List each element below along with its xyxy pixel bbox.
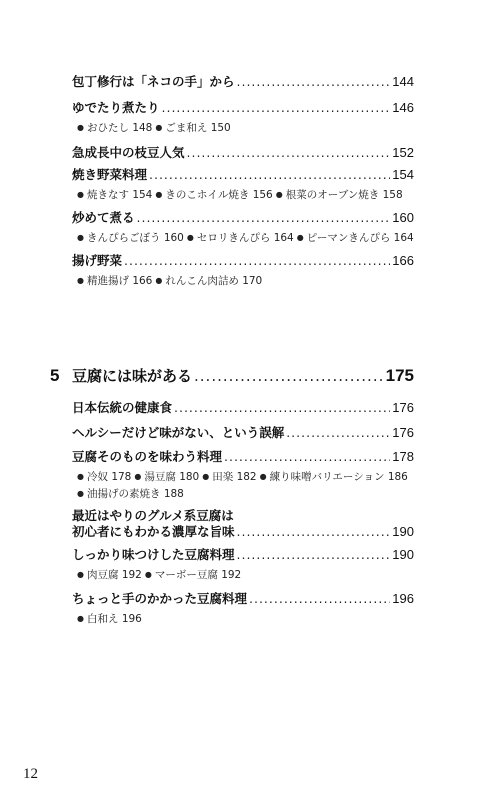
sub-entry: れんこん肉詰め 170 bbox=[165, 275, 263, 287]
sub-entry: 精進揚げ 166 bbox=[86, 275, 153, 287]
dot-leader bbox=[224, 449, 390, 465]
entry-page: 190 bbox=[392, 547, 414, 562]
bullet-icon: ● bbox=[77, 233, 84, 242]
bullet-icon: ● bbox=[296, 233, 304, 242]
bullet-icon: ● bbox=[259, 472, 267, 481]
chapter-number: 5 bbox=[50, 366, 60, 385]
bullet-icon: ● bbox=[155, 123, 163, 132]
entry-title: しっかり味つけした豆腐料理 bbox=[72, 547, 235, 562]
sub-entry: 練り味噌バリエーション 186 bbox=[269, 471, 408, 483]
bullet-icon: ● bbox=[77, 472, 84, 481]
bullet-icon: ● bbox=[134, 472, 142, 481]
sub-entries bbox=[77, 567, 414, 584]
sub-entry: 肉豆腐 192 bbox=[86, 569, 142, 581]
entry-title: ヘルシーだけど味がない、という誤解 bbox=[72, 425, 285, 440]
bullet-icon: ● bbox=[77, 614, 84, 623]
entry-page: 166 bbox=[392, 253, 414, 268]
toc-entry[interactable] bbox=[72, 145, 414, 161]
dot-leader bbox=[237, 74, 391, 90]
dot-leader bbox=[149, 167, 390, 183]
entry-page: 178 bbox=[392, 449, 414, 464]
entry-title: 炒めて煮る bbox=[72, 210, 135, 225]
sub-entry: 根菜のオーブン焼き 158 bbox=[285, 189, 403, 201]
entry-title-line1: 最近はやりのグルメ系豆腐は bbox=[72, 508, 234, 523]
dot-leader bbox=[237, 547, 391, 563]
chapter-heading[interactable] bbox=[50, 368, 414, 384]
sub-entry: 田楽 182 bbox=[212, 471, 257, 483]
bullet-icon: ● bbox=[155, 276, 163, 285]
dot-leader bbox=[162, 100, 391, 116]
entry-title: 日本伝統の健康食 bbox=[72, 400, 173, 415]
entry-title: 揚げ野菜 bbox=[72, 253, 123, 268]
dot-leader bbox=[124, 253, 390, 269]
dot-leader bbox=[249, 591, 390, 607]
entry-page: 146 bbox=[392, 100, 414, 115]
bullet-icon: ● bbox=[77, 489, 84, 498]
entry-page: 160 bbox=[392, 210, 414, 225]
bullet-icon: ● bbox=[77, 276, 84, 285]
dot-leader bbox=[137, 210, 391, 226]
entry-title: 初心者にもわかる濃厚な旨味 bbox=[72, 524, 235, 539]
sub-entry: 油揚げの素焼き 188 bbox=[86, 488, 184, 500]
bullet-icon: ● bbox=[275, 190, 283, 199]
entry-page: 152 bbox=[392, 145, 414, 160]
sub-entries bbox=[77, 120, 414, 137]
chapter-page: 175 bbox=[385, 366, 414, 385]
entry-page: 144 bbox=[392, 74, 414, 89]
entry-page: 196 bbox=[392, 591, 414, 606]
dot-leader bbox=[187, 145, 391, 161]
toc-entry[interactable] bbox=[72, 100, 414, 137]
entry-title: 包丁修行は「ネコの手」から bbox=[72, 74, 235, 89]
sub-entries bbox=[77, 611, 414, 628]
sub-entry: きんぴらごぼう 160 bbox=[86, 232, 184, 244]
toc-entry[interactable] bbox=[72, 425, 414, 441]
sub-entry: 冷奴 178 bbox=[86, 471, 132, 483]
toc-entry[interactable] bbox=[72, 547, 414, 584]
entry-page: 190 bbox=[392, 524, 414, 539]
sub-entry: ごま和え 150 bbox=[165, 122, 231, 134]
sub-entries bbox=[77, 273, 414, 290]
toc-entry[interactable] bbox=[72, 591, 414, 628]
bullet-icon: ● bbox=[77, 570, 84, 579]
entry-page: 154 bbox=[392, 167, 414, 182]
toc-entry[interactable] bbox=[72, 449, 414, 503]
sub-entry: マーボー豆腐 192 bbox=[154, 569, 242, 581]
toc-entry[interactable] bbox=[72, 400, 414, 416]
bullet-icon: ● bbox=[186, 233, 194, 242]
sub-entries bbox=[77, 187, 414, 204]
entry-title: 焼き野菜料理 bbox=[72, 167, 148, 182]
sub-entry: 白和え 196 bbox=[86, 613, 142, 625]
entry-title: ゆでたり煮たり bbox=[72, 100, 160, 115]
bullet-icon: ● bbox=[144, 570, 152, 579]
sub-entry: 湯豆腐 180 bbox=[144, 471, 200, 483]
toc-entry[interactable] bbox=[72, 167, 414, 204]
sub-entries bbox=[77, 469, 414, 503]
sub-entry: おひたし 148 bbox=[86, 122, 153, 134]
sub-entries bbox=[77, 230, 414, 247]
dot-leader bbox=[286, 425, 390, 441]
dot-leader bbox=[194, 368, 384, 384]
dot-leader bbox=[174, 400, 390, 416]
toc-entry[interactable] bbox=[72, 253, 414, 290]
entry-title: ちょっと手のかかった豆腐料理 bbox=[72, 591, 248, 606]
bullet-icon: ● bbox=[77, 123, 84, 132]
entry-page: 176 bbox=[392, 425, 414, 440]
sub-entry: ピーマンきんぴら 164 bbox=[306, 232, 414, 244]
toc-entry[interactable] bbox=[72, 508, 414, 540]
sub-entry: きのこホイル焼き 156 bbox=[165, 189, 273, 201]
toc-entry[interactable] bbox=[72, 74, 414, 90]
entry-title: 豆腐そのものを味わう料理 bbox=[72, 449, 223, 464]
entry-title: 急成長中の枝豆人気 bbox=[72, 145, 185, 160]
chapter-title: 豆腐には味がある bbox=[72, 367, 193, 385]
page-number: 12 bbox=[23, 766, 38, 782]
entry-page: 176 bbox=[392, 400, 414, 415]
bullet-icon: ● bbox=[77, 190, 84, 199]
sub-entry: 焼きなす 154 bbox=[86, 189, 153, 201]
toc-entry[interactable] bbox=[72, 210, 414, 247]
dot-leader bbox=[237, 524, 391, 540]
bullet-icon: ● bbox=[202, 472, 210, 481]
sub-entry: セロリきんぴら 164 bbox=[196, 232, 294, 244]
bullet-icon: ● bbox=[155, 190, 163, 199]
